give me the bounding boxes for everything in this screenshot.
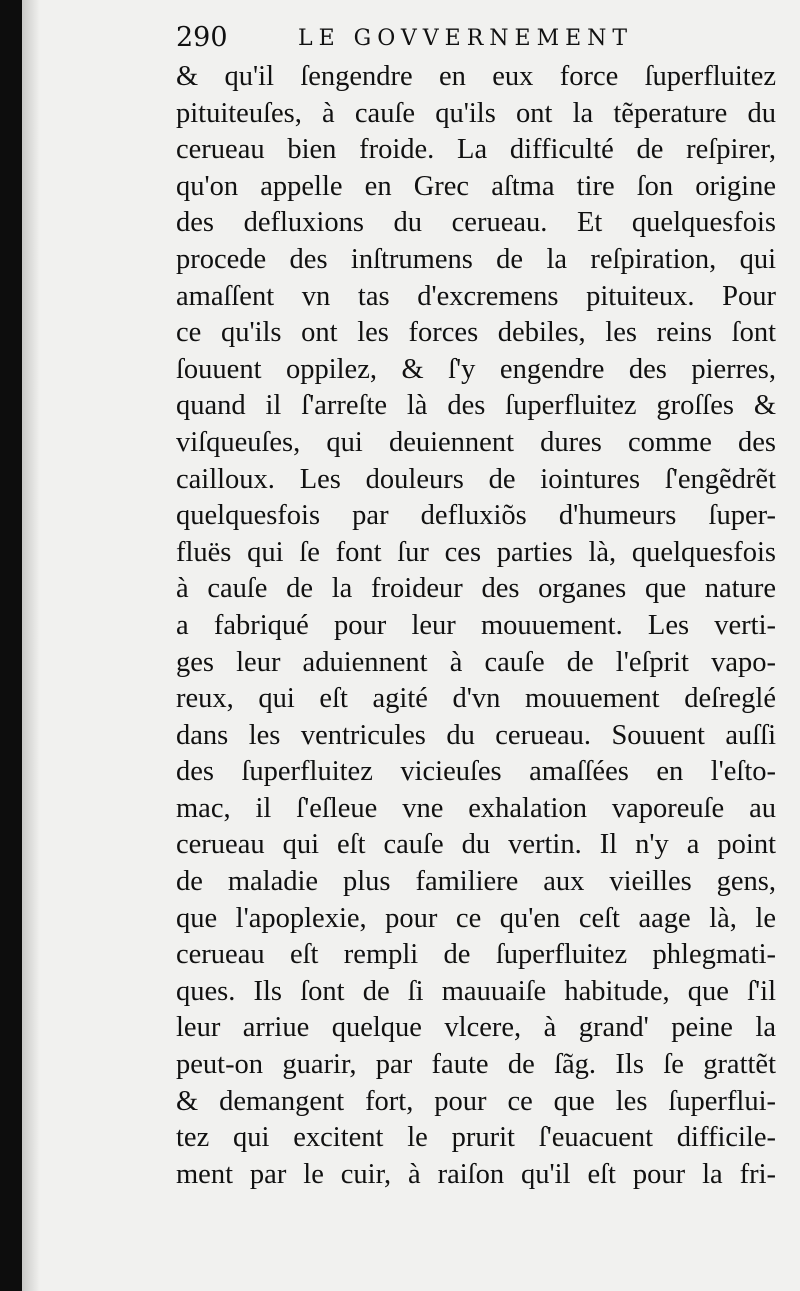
text-line: que l'apoplexie, pour ce qu'en ceſt aage là, le bbox=[176, 902, 776, 934]
text-line: ce qu'ils ont les forces debiles, les reins ſont bbox=[176, 317, 776, 349]
running-title: LE GOVVERNEMENT bbox=[298, 26, 634, 51]
text-line: reux, qui eſt agité d'vn mouuement deſreglé bbox=[176, 683, 776, 715]
text-line: & qu'il ſengendre en eux force ſuperfluitez bbox=[176, 61, 776, 92]
text-line: des ſuperfluitez vicieuſes amaſſées en l'eſto- bbox=[176, 756, 776, 788]
text-line: dans les ventricules du cerueau. Souuent auſſi bbox=[176, 719, 776, 751]
text-line: qu'on appelle en Grec aſtma tire ſon origine bbox=[176, 170, 776, 202]
text-line: ment par le cuir, à raiſon qu'il eſt pour la fri- bbox=[176, 1158, 776, 1190]
text-line: mac, il ſ'eſleue vne exhalation vaporeuſe au bbox=[176, 792, 776, 824]
text-line: viſqueuſes, qui deuiennent dures comme des bbox=[176, 426, 776, 458]
text-line: de maladie plus familiere aux vieilles gens, bbox=[176, 866, 776, 898]
page-number: 290 bbox=[176, 22, 228, 53]
text-line: cerueau eſt rempli de ſuperfluitez phlegmati- bbox=[176, 939, 776, 971]
text-line: procede des inſtrumens de la reſpiration, qui bbox=[176, 243, 776, 275]
text-line: ſouuent oppilez, & ſ'y engendre des pierres, bbox=[176, 353, 776, 385]
text-line: fluës qui ſe font ſur ces parties là, quelquesfois bbox=[176, 536, 776, 568]
text-line: amaſſent vn tas d'excremens pituiteux. Pour bbox=[176, 280, 776, 312]
body-text bbox=[176, 59, 776, 1193]
text-line: leur arriue quelque vlcere, à grand' peine la bbox=[176, 1012, 776, 1044]
text-line: a fabriqué pour leur mouuement. Les verti- bbox=[176, 609, 776, 641]
text-line: peut-on guarir, par faute de ſãg. Ils ſe grattẽt bbox=[176, 1049, 776, 1081]
text-line: quand il ſ'arreſte là des ſuperfluitez groſſes & bbox=[176, 390, 776, 422]
text-line: ges leur aduiennent à cauſe de l'eſprit vapo- bbox=[176, 646, 776, 678]
text-line: quelquesfois par defluxiõs d'humeurs ſuper- bbox=[176, 500, 776, 532]
text-line: à cauſe de la froideur des organes que nature bbox=[176, 573, 776, 605]
page-header bbox=[176, 22, 646, 62]
text-line: cerueau bien froide. La difficulté de reſpirer, bbox=[176, 134, 776, 166]
text-line: & demangent fort, pour ce que les ſuperflui- bbox=[176, 1085, 776, 1117]
text-line: cerueau qui eſt cauſe du vertin. Il n'y a point bbox=[176, 829, 776, 861]
text-line: pituiteuſes, à cauſe qu'ils ont la tẽperature du bbox=[176, 97, 776, 129]
text-line: cailloux. Les douleurs de iointures ſ'engẽdrẽt bbox=[176, 463, 776, 495]
text-line: ques. Ils ſont de ſi mauuaiſe habitude, que ſ'il bbox=[176, 975, 776, 1007]
book-page bbox=[22, 0, 800, 1291]
text-line: des defluxions du cerueau. Et quelquesfois bbox=[176, 207, 776, 239]
text-line: tez qui excitent le prurit ſ'euacuent difficile- bbox=[176, 1122, 776, 1154]
